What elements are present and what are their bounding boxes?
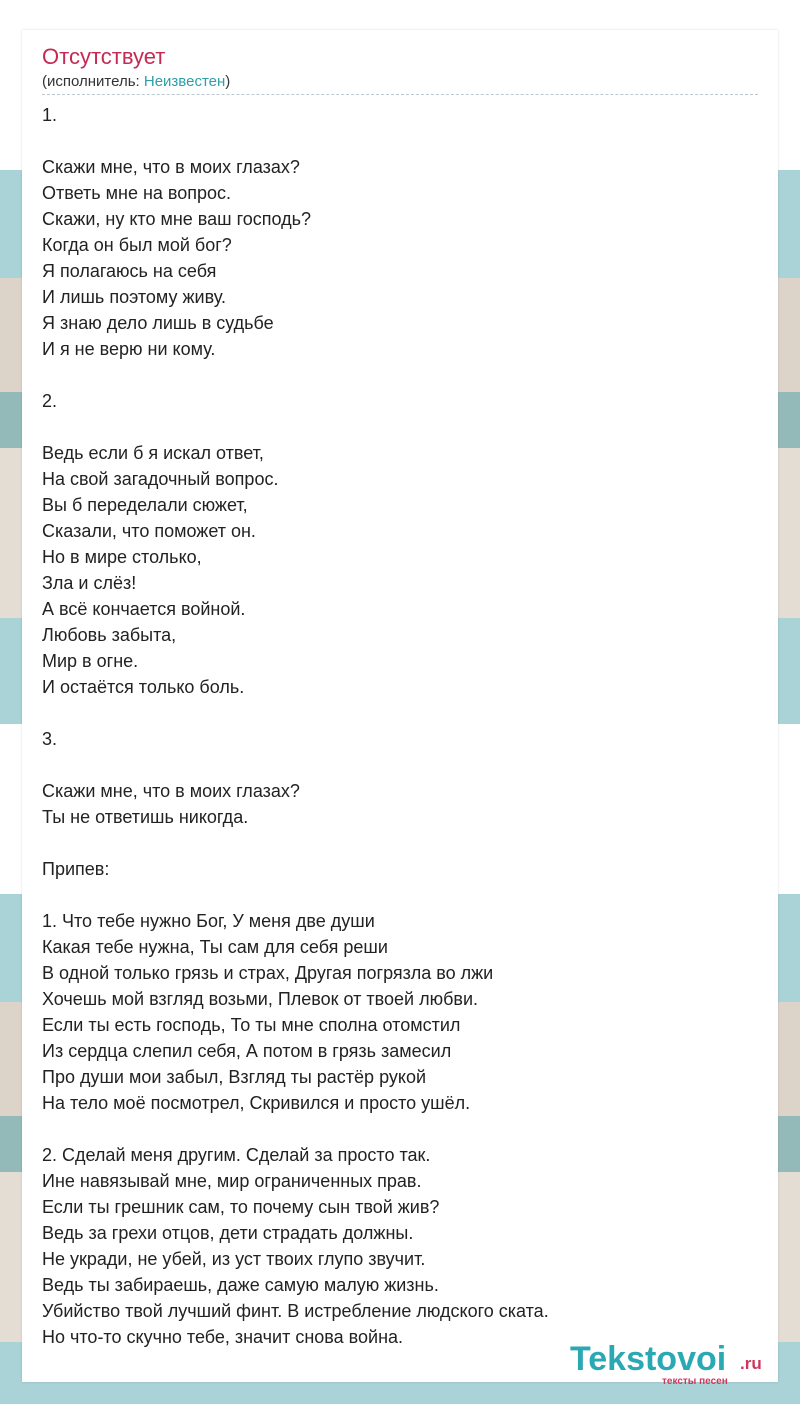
blank-line [42,700,758,726]
lyric-line: Хочешь мой взгляд возьми, Плевок от твоей любви. [42,989,479,1009]
lyric-line: А всё кончается войной. [42,599,246,619]
blank-line [42,362,758,388]
lyric-line: Скажи мне, что в моих глазах? [42,157,300,177]
blank-line [42,752,758,778]
song-title: Отсутствует [42,44,166,69]
lyric-line: Но что-то скучно тебе, значит снова война. [42,1327,404,1347]
lyric-line: Скажи, ну кто мне ваш господь? [42,209,312,229]
lyrics-text [42,102,758,1350]
lyric-line: Припев: [42,859,110,879]
lyric-line: Убийство твой лучший финт. В истребление людского ската. [42,1301,549,1321]
lyric-line: Ведь ты забираешь, даже самую малую жизнь. [42,1275,439,1295]
logo-tagline: тексты песен [662,1376,728,1387]
lyric-line: Я полагаюсь на себя [42,261,217,281]
lyric-line: Любовь забыта, [42,625,177,645]
lyric-line: 3. [42,729,58,749]
lyric-line: Когда он был мой бог? [42,235,232,255]
lyric-line: Какая тебе нужна, Ты сам для себя реши [42,937,388,957]
lyric-line: Если ты грешник сам, то почему сын твой жив? [42,1197,440,1217]
lyric-line: Ведь если б я искал ответ, [42,443,264,463]
lyric-line: Если ты есть господь, То ты мне сполна отомстил [42,1015,461,1035]
lyrics-card [22,30,778,1387]
performer-link[interactable]: Неизвестен [143,73,226,90]
logo-tld: .ru [740,1354,762,1373]
lyric-line: Не укради, не убей, из уст твоих глупо звучит. [42,1249,426,1269]
site-logo[interactable] [570,1340,780,1390]
lyric-line: На тело моё посмотрел, Скривился и просто ушёл. [42,1093,471,1113]
performer-prefix: (исполнитель: [42,73,144,90]
blank-line [42,414,758,440]
lyric-line: Скажи мне, что в моих глазах? [42,781,300,801]
lyric-line: Ведь за грехи отцов, дети страдать должны. [42,1223,414,1243]
lyric-line: На свой загадочный вопрос. [42,469,279,489]
lyric-line: Я знаю дело лишь в судьбе [42,313,274,333]
lyric-line: 1. [42,105,58,125]
lyric-line: Ты не ответишь никогда. [42,807,249,827]
blank-line [42,128,758,154]
lyric-line: Из сердца слепил себя, А потом в грязь замесил [42,1041,452,1061]
title-divider [42,94,758,95]
lyric-line: Про души мои забыл, Взгляд ты растёр рукой [42,1067,427,1087]
lyric-line: 1. Что тебе нужно Бог, У меня две души [42,911,375,931]
lyric-line: Зла и слёз! [42,573,137,593]
lyric-line: Сказали, что поможет он. [42,521,256,541]
lyric-line: 2. Сделай меня другим. Сделай за просто так. [42,1145,431,1165]
lyric-line: И я не верю ни кому. [42,339,216,359]
lyric-line: 2. [42,391,58,411]
lyric-line: И остаётся только боль. [42,677,245,697]
lyric-line: Ответь мне на вопрос. [42,183,232,203]
lyric-line: В одной только грязь и страх, Другая погрязла во лжи [42,963,494,983]
logo-name: Tekstovoi [570,1340,727,1378]
lyric-line: Вы б переделали сюжет, [42,495,248,515]
blank-line [42,830,758,856]
lyric-line: Но в мире столько, [42,547,202,567]
performer-line [42,73,230,90]
blank-line [42,882,758,908]
lyric-line: Ине навязывай мне, мир ограниченных прав. [42,1171,422,1191]
blank-line [42,1116,758,1142]
lyric-line: Мир в огне. [42,651,139,671]
lyric-line: И лишь поэтому живу. [42,287,226,307]
performer-suffix: ) [225,73,231,90]
